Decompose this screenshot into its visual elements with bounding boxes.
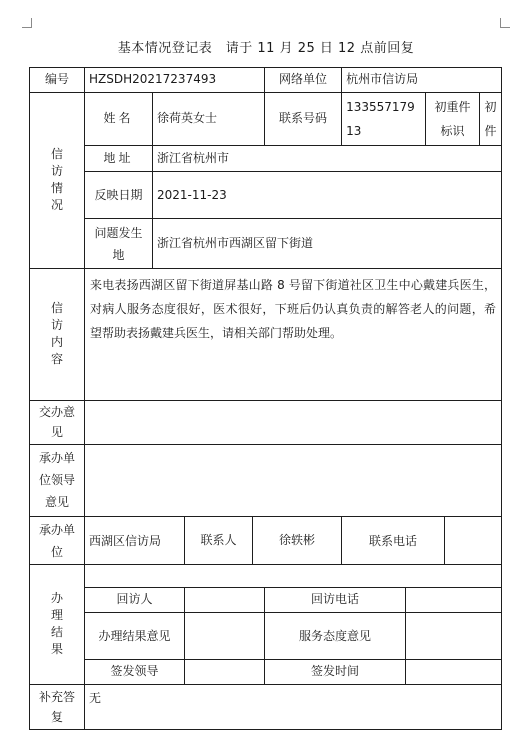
visit-phone-value: [406, 587, 502, 612]
supplement-label: 补充答复: [30, 684, 85, 729]
handling-opinion-value: [185, 612, 265, 659]
visit-phone-label: 回访电话: [265, 587, 406, 612]
signing-time-label: 签发时间: [265, 659, 406, 684]
number-value: HZSDH20217237493: [85, 68, 265, 93]
assign-opinion-label: 交办意见: [30, 400, 85, 444]
row-leader-opinion: [30, 444, 502, 516]
date-value: 2021-11-23: [153, 171, 502, 218]
location-label: 问题发生地: [85, 219, 153, 268]
contact-person-value: 徐轶彬: [253, 516, 342, 564]
page-corner-mark-right: [500, 18, 510, 28]
service-attitude-label: 服务态度意见: [265, 612, 406, 659]
assign-opinion-value: [85, 400, 502, 444]
contact-phone-value: [445, 516, 502, 564]
name-label: 姓名: [85, 92, 153, 146]
network-unit-label: 网络单位: [265, 68, 342, 93]
row-signing: [30, 659, 502, 684]
name-value: 徐荷英女士: [153, 92, 265, 146]
location-value: 浙江省杭州市西湖区留下街道: [153, 219, 502, 268]
content-section-label: 信 访 内 容: [30, 268, 85, 400]
address-value: 浙江省杭州市: [153, 146, 502, 172]
registration-form-table: [29, 67, 502, 730]
handling-unit-value: 西湖区信访局: [85, 516, 185, 564]
row-number: [30, 68, 502, 93]
handling-opinion-label: 办理结果意见: [85, 612, 185, 659]
row-supplement: [30, 684, 502, 729]
leader-opinion-label: 承办单位领导意见: [30, 444, 85, 516]
signing-leader-value: [185, 659, 265, 684]
signing-leader-label: 签发领导: [85, 659, 185, 684]
repeat-flag-label: 初重件标识: [426, 92, 480, 146]
page-corner-mark-left: [22, 18, 32, 28]
contact-person-label: 联系人: [185, 516, 253, 564]
row-name: [30, 92, 502, 146]
petition-section-label: 信 访 情 况: [30, 92, 85, 268]
date-label: 反映日期: [85, 171, 153, 218]
row-address: [30, 146, 502, 172]
row-location: [30, 219, 502, 268]
content-value: 来电表扬西湖区留下街道屏基山路 8 号留下街道社区卫生中心戴建兵医生，对病人服务态度很好，医术很好，下班后仍认真负责的解答老人的问题，希望帮助表扬戴建兵医生，请相关部门帮助处理。: [85, 268, 502, 400]
row-handling-unit: [30, 516, 502, 564]
row-content: [30, 268, 502, 400]
row-result-spacer: [30, 565, 502, 588]
service-attitude-value: [406, 612, 502, 659]
result-blank-cell: [85, 565, 502, 588]
leader-opinion-value: [85, 444, 502, 516]
visitor-value: [185, 587, 265, 612]
address-label: 地址: [85, 146, 153, 172]
contact-phone-label: 联系电话: [342, 516, 445, 564]
row-assign-opinion: [30, 400, 502, 444]
visitor-label: 回访人: [85, 587, 185, 612]
form-title: 基本情况登记表 请于 11 月 25 日 12 点前回复: [117, 41, 415, 56]
row-visitor: [30, 587, 502, 612]
row-date: [30, 171, 502, 218]
network-unit-value: 杭州市信访局: [342, 68, 502, 93]
phone-value: 13355717913: [342, 92, 426, 146]
row-handling-opinion: [30, 612, 502, 659]
number-label: 编号: [30, 68, 85, 93]
signing-time-value: [406, 659, 502, 684]
supplement-value: 无: [85, 684, 502, 729]
handling-unit-label: 承办单位: [30, 516, 85, 564]
result-section-label: 办 理 结 果: [30, 565, 85, 684]
phone-label: 联系号码: [265, 92, 342, 146]
repeat-flag-value: 初件: [480, 92, 502, 146]
